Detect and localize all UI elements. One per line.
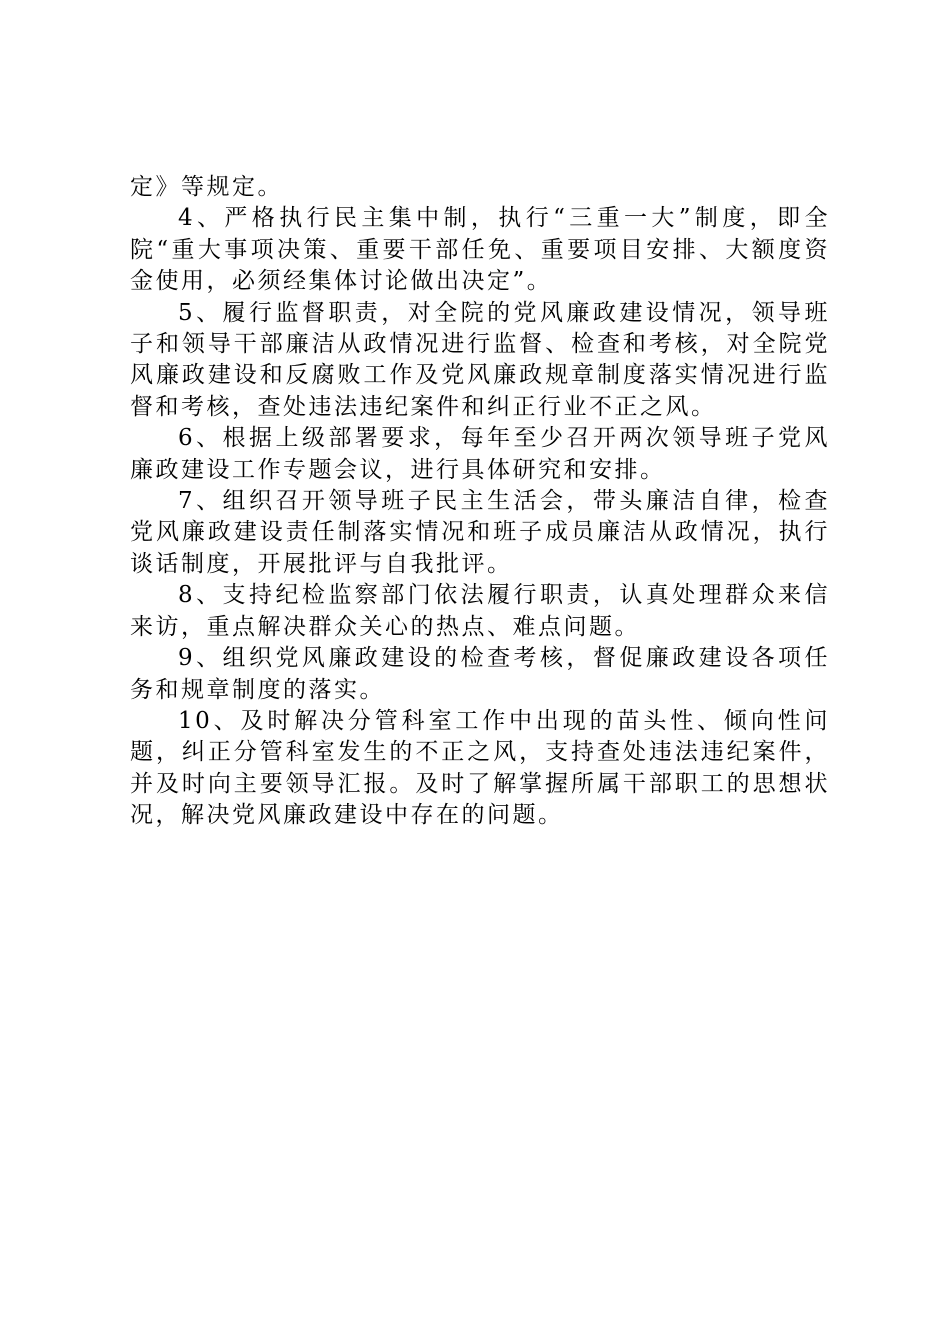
paragraph-continuation: 定》等规定。 [130, 174, 283, 200]
paragraph-item-9: 9、组织党风廉政建设的检查考核，督促廉政建设各项任务和规章制度的落实。 [130, 645, 830, 703]
document-page [130, 172, 830, 832]
paragraph-item-6: 6、根据上级部署要求，每年至少召开两次领导班子党风廉政建设工作专题会议，进行具体研究和安排。 [130, 425, 830, 483]
paragraph-item-10: 10、及时解决分管科室工作中出现的苗头性、倾向性问题，纠正分管科室发生的不正之风，支持查处违法违纪案件，并及时向主要领导汇报。及时了解掌握所属干部职工的思想状况，解决党风廉政建设中存在的问题。 [130, 707, 830, 829]
paragraph-item-4: 4、严格执行民主集中制，执行“三重一大”制度，即全院“重大事项决策、重要干部任免、重要项目安排、大额度资金使用，必须经集体讨论做出决定”。 [130, 205, 830, 295]
paragraph-item-7: 7、组织召开领导班子民主生活会，带头廉洁自律，检查党风廉政建设责任制落实情况和班子成员廉洁从政情况，执行谈话制度，开展批评与自我批评。 [130, 488, 830, 577]
paragraph-item-8: 8、支持纪检监察部门依法履行职责，认真处理群众来信来访，重点解决群众关心的热点、难点问题。 [130, 582, 830, 640]
paragraph-item-5: 5、履行监督职责，对全院的党风廉政建设情况，领导班子和领导干部廉洁从政情况进行监督、检查和考核，对全院党风廉政建设和反腐败工作及党风廉政规章制度落实情况进行监督和考核，查处违法违纪案件和纠正行业不正之风。 [130, 299, 830, 420]
